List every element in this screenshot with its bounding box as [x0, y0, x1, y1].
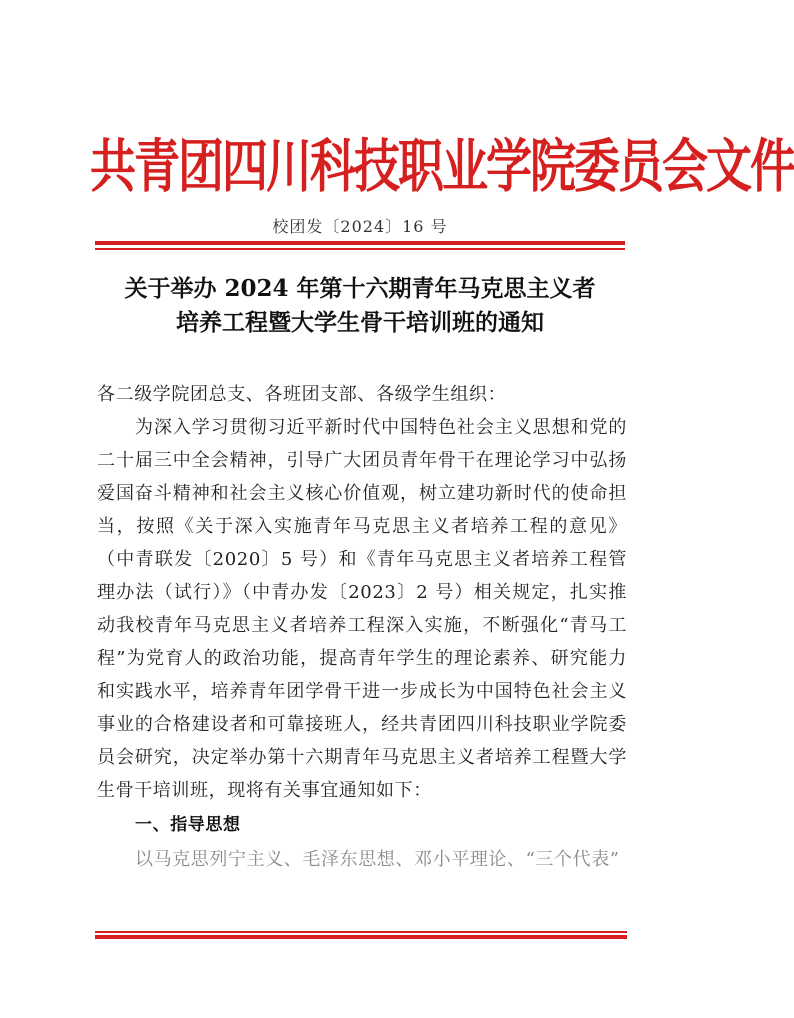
header-divider-thick	[95, 241, 625, 245]
salutation: 各二级学院团总支、各班团支部、各级学生组织：	[97, 384, 507, 405]
section-heading-guiding-ideology: 一、指导思想	[135, 815, 241, 835]
notice-title-line-1: 关于举办 2024 年第十六期青年马克思主义者	[124, 275, 596, 302]
intro-paragraph: 为深入学习贯彻习近平新时代中国特色社会主义思想和党的二十届三中全会精神，引导广大团员青年骨干在理论学习中弘扬爱国奋斗精神和社会主义核心价值观，树立建功新时代的使命担当，按照《关于深入实施青年马克思主义者培养工程的意见》（中青联发〔2020〕5 号）和《青年马克思主义者培养工程管理办法（试行）》（中青办发〔2023〕2 号）相关规定，扎实推动我校青年马克思主义者培养工程深入实施，不断强化“青马工程”为党育人的政治功能，提高青年学生的理论素养、研究能力和实践水平，培养青年团学骨干进一步成长为中国特色社会主义事业的合格建设者和可靠接班人，经共青团四川科技职业学院委员会研究，决定举办第十六期青年马克思主义者培养工程暨大学生骨干培训班，现将有关事宜通知如下：	[97, 417, 627, 801]
header-divider-thin	[95, 248, 625, 250]
notice-title-line-2: 培养工程暨大学生骨干培训班的通知	[176, 309, 544, 336]
notice-body	[97, 378, 627, 876]
document-number: 校团发〔2024〕16 号	[272, 217, 448, 236]
section-text-guiding-ideology: 以马克思列宁主义、毛泽东思想、邓小平理论、“三个代表”	[135, 849, 620, 870]
org-document-header: 共青团四川科技职业学院委员会文件	[90, 132, 794, 200]
notice-title	[0, 272, 720, 340]
footer-divider-thick	[95, 935, 627, 939]
footer-divider-thin	[95, 931, 627, 933]
